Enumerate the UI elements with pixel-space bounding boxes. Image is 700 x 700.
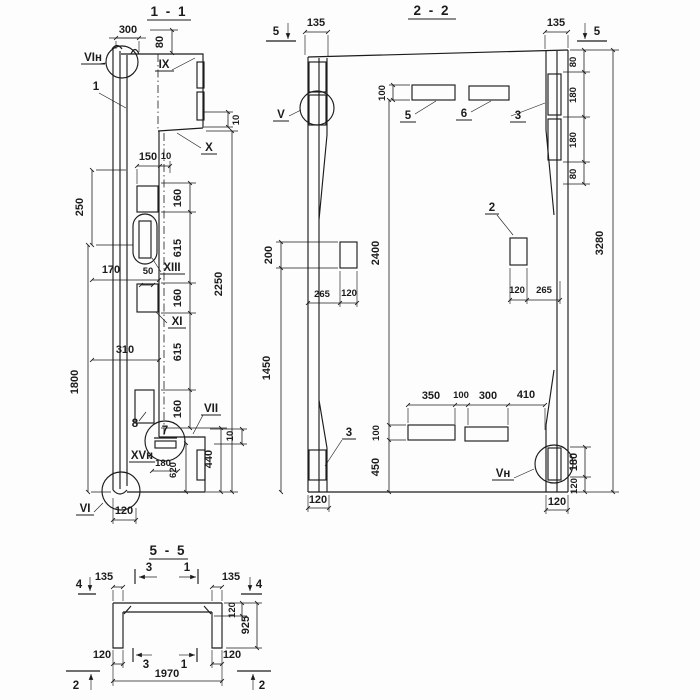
dim-440-label: 440 [203,449,215,469]
dim-350-label: 350 [421,390,441,402]
dim-135-left-label: 135 [94,571,114,583]
dim-80-label: 80 [568,168,579,180]
position-label-6: 6 [460,108,468,120]
dim-615-label: 615 [172,342,184,362]
position-label-3-bottom: 3 [345,427,353,439]
dim-265-label: 265 [536,285,552,296]
dim-10-step-label: 10 [225,430,236,442]
cut-marker-5-right: 5 [593,26,601,38]
node-label-xiii: XIII [163,262,181,274]
dim-120-right-label: 120 [569,478,580,494]
dim-180-label: 180 [568,87,579,103]
dim-200-label: 200 [263,245,275,265]
node-label-xvn: XVн [130,450,154,462]
dim-160-label: 160 [172,399,184,419]
node-label-vii: VII [203,403,219,415]
dim-300-label: 300 [478,390,498,402]
dim-150-label: 150 [138,151,158,163]
dim-2400-label: 2400 [370,240,382,266]
dim-100-bottom-label: 100 [371,425,382,441]
cut-marker-2-right: 2 [258,680,266,692]
dim-160-label: 160 [172,188,184,208]
dim-80-label: 80 [154,35,166,49]
dim-135-right-label: 135 [546,17,566,29]
node-label-vi: VI [79,503,91,515]
dim-120-foot-right-label: 120 [547,496,567,508]
dim-925-label: 925 [240,615,252,635]
dim-120-bottom-left-label: 120 [92,649,112,661]
dim-120-bottom-right-label: 120 [222,649,242,661]
dim-300-label: 300 [118,24,138,36]
dim-100-top-label: 100 [377,85,388,101]
dim-120-label: 120 [114,505,134,517]
dim-180-right-label: 180 [568,452,580,472]
cut-marker-4-left: 4 [75,579,83,591]
position-label-5: 5 [404,110,412,122]
dim-615-label: 615 [172,238,184,258]
dim-620-label: 620 [168,462,179,478]
section-5-5-title: 5 - 5 [149,543,187,558]
section-1-1-title: 1 - 1 [150,4,188,19]
dim-120-label: 120 [341,288,357,299]
dim-10-rib-label: 10 [160,151,172,162]
node-label-xi: XI [171,316,183,328]
cut-marker-4-right: 4 [255,579,263,591]
dim-1450-label: 1450 [261,355,273,381]
position-label-8: 8 [131,418,139,430]
position-label-1: 1 [92,81,100,93]
position-label-2: 2 [488,202,496,214]
dim-180-label: 180 [155,458,171,469]
cut-marker-3-top: 3 [145,562,153,574]
dim-160-label: 160 [172,288,184,308]
node-label-v: V [277,109,285,121]
dim-310-label: 310 [115,344,135,356]
dim-120-flange-label: 120 [227,602,238,618]
section-2-2-title: 2 - 2 [413,3,451,18]
dim-410-label: 410 [516,389,536,401]
dim-120-label: 120 [509,285,525,296]
dim-135-right-label: 135 [221,571,241,583]
dim-180-label: 180 [568,132,579,148]
node-label-ix: IX [158,59,170,71]
dim-170-label: 170 [101,264,121,276]
dim-450-label: 450 [370,457,382,477]
dim-120-foot-left-label: 120 [308,494,328,506]
position-label-3-top: 3 [514,110,522,122]
dim-2250-label: 2250 [213,271,225,297]
node-label-vin: VIн [84,52,102,64]
dim-1970-label: 1970 [154,668,180,680]
cut-marker-1-top: 1 [183,562,191,574]
detail-label-7: 7 [161,425,169,437]
node-label-vn: Vн [495,468,511,480]
dim-1800-label: 1800 [69,369,81,395]
dim-80-label: 80 [568,56,579,68]
dim-265-label: 265 [314,289,330,300]
cut-marker-2-left: 2 [72,680,80,692]
dim-3280-label: 3280 [594,230,606,256]
dim-100-label: 100 [453,390,469,401]
cut-marker-1-bottom: 1 [180,659,188,671]
dim-10-top-label: 10 [231,114,242,126]
cut-marker-3-bottom: 3 [142,659,150,671]
dim-50-label: 50 [142,266,154,277]
cut-marker-5-left: 5 [272,26,280,38]
node-label-x: X [205,142,213,154]
dim-135-left-label: 135 [306,17,326,29]
dim-250-label: 250 [74,197,86,217]
